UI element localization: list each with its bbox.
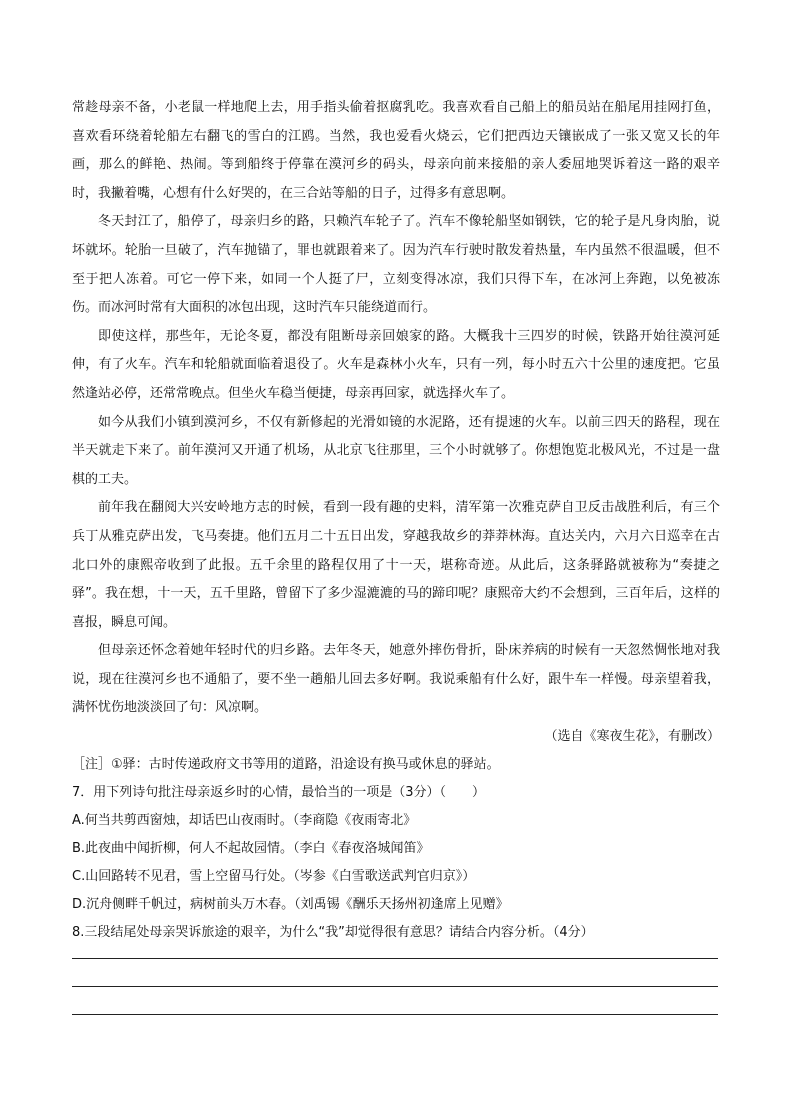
paragraph-5: 前年我在翻阅大兴安岭地方志的时候，看到一段有趣的史料，清军第一次雅克萨自卫反击战胜利后，有三个兵丁从雅克萨出发，飞马奏捷。他们五月二十五日出发，穿越我故乡的莽莽林海。直达关内，六月六日巡幸在古北口外的康熙帝收到了此报。五千余里的路程仅用了十一天，堪称奇迹。从此后，这条驿路就被称为“奏捷之驿”。我在想，十一天，五千里路，曾留下了多少湿漉漉的马的蹄印呢？康熙帝大约不会想到，三百年后，这样的喜报，瞬息可闻。	[72, 500, 720, 630]
paragraph-2: 冬天封江了，船停了，母亲归乡的路，只赖汽车轮子了。汽车不像轮船坚如钢铁，它的轮子是凡身肉胎，说坏就坏。轮胎一旦破了，汽车抛锚了，罪也就跟着来了。因为汽车行驶时散发着热量，车内虽然不很温暖，但不至于把人冻着。可它一停下来，如同一个人挺了尸，立刻变得冰凉，我们只得下车，在冰河上奔跑，以免被冻伤。而冰河时常有大面积的冰包出现，这时汽车只能绕道而行。	[72, 214, 720, 316]
question-8-stem: 8.三段结尾处母亲哭诉旅途的艰辛，为什么“我”却觉得很有意思？请结合内容分析。（4分）	[72, 925, 594, 941]
question-7-option-a: A.何当共剪西窗烛，却话巴山夜雨时。（李商隐《夜雨寄北》	[72, 813, 417, 829]
question-7-option-d: D.沉舟侧畔千帆过，病树前头万木春。（刘禹锡《酬乐天扬州初逢席上见赠》	[72, 897, 509, 913]
answer-line	[72, 958, 718, 959]
answer-area[interactable]	[72, 958, 718, 1042]
question-7-stem: 7．用下列诗句批注母亲返乡时的心情，最恰当的一项是（3分）（ ）	[72, 785, 486, 801]
passage-body	[72, 94, 720, 947]
paragraph-3: 即使这样，那些年，无论冬夏，都没有阻断母亲回娘家的路。大概我十三四岁的时候，铁路开始往漠河延伸，有了火车。汽车和轮船就面临着退役了。火车是森林小火车，只有一列，每小时五六十公里的速度把。它虽然逢站必停，还常常晚点。但坐火车稳当便捷，母亲再回家，就选择火车了。	[72, 328, 720, 401]
answer-line	[72, 986, 718, 987]
paragraph-6: 但母亲还怀念着她年轻时代的归乡路。去年冬天，她意外摔伤骨折，卧床养病的时候有一天忽然惆怅地对我说，现在往漠河乡也不通船了，要不坐一趟船儿回去多好啊。我说乘船有什么好，跟牛车一样慢。母亲望着我，满怀忧伤地淡淡回了句：风凉啊。	[72, 643, 720, 716]
paragraph-4: 如今从我们小镇到漠河乡，不仅有新修起的光滑如镜的水泥路，还有提速的火车。以前三四天的路程，现在半天就走下来了。前年漠河又开通了机场，从北京飞往那里，三个小时就够了。你想饱览北极风光，不过是一盘棋的工夫。	[72, 414, 720, 487]
annotation-note: ［注］①驿：古时传递政府文书等用的道路，沿途设有换马或休息的驿站。	[72, 757, 500, 773]
source-citation: （选自《寒夜生花》，有删改）	[544, 729, 720, 745]
paragraph-1: 常趁母亲不备，小老鼠一样地爬上去，用手指头偷着抠腐乳吃。我喜欢看自己船上的船员站在船尾用挂网打鱼，喜欢看环绕着轮船左右翻飞的雪白的江鸥。当然，我也爱看火烧云，它们把西边天镶嵌成了一张又宽又长的年画，那么的鲜艳、热闹。等到船终于停靠在漠河乡的码头，母亲向前来接船的亲人委屈地哭诉着这一路的艰辛时，我撇着嘴，心想有什么好哭的，在三合站等船的日子，过得多有意思啊。	[72, 100, 720, 201]
question-7-option-b: B.此夜曲中闻折柳，何人不起故园情。（李白《春夜洛城闻笛》	[72, 841, 430, 857]
answer-line	[72, 1014, 718, 1015]
question-7-option-c: C.山回路转不见君，雪上空留马行处。（岑参《白雪歌送武判官归京》）	[72, 869, 476, 885]
